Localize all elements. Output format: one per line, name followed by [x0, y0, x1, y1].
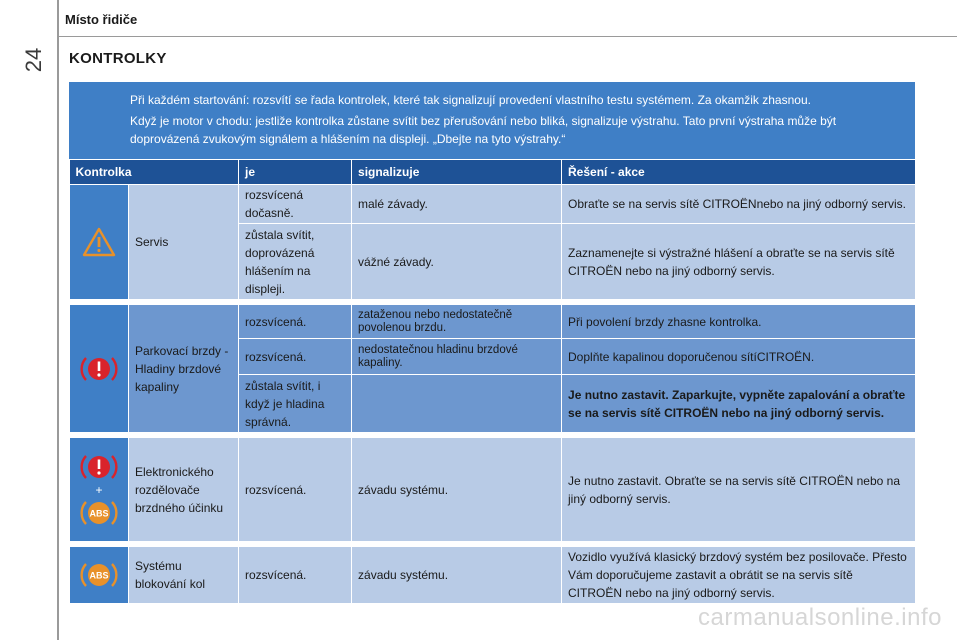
state-cell: rozsvícená dočasně.: [239, 185, 352, 224]
action-cell: Při povolení brzdy zhasne kontrolka.: [562, 305, 916, 339]
state-cell: rozsvícená.: [239, 438, 352, 542]
action-cell: Obraťte se na servis sítě CITROËNnebo na jiný odborný servis.: [562, 185, 916, 224]
intro-paragraph-2: Když je motor v chodu: jestliže kontrolka zůstane svítit bez přerušování nebo bliká, signalizuje výstrahu. Tato první výstraha může být doprovázená zvukovým signálem a hlášením na displeji. „Dbejte na tyto výstrahy.“: [130, 114, 837, 146]
table-header-row: [70, 160, 916, 185]
column-header: Řešení - akce: [562, 160, 916, 185]
state-cell: zůstala svítit, doprovázená hlášením na displeji.: [239, 224, 352, 300]
state-cell: zůstala svítit, i když je hladina správná.: [239, 375, 352, 433]
abs-label: ABS: [89, 508, 109, 518]
icon-cell: [70, 547, 129, 604]
brake-warning-icon: [79, 451, 119, 483]
abs-icon: [79, 559, 119, 591]
signal-cell: závadu systému.: [352, 547, 562, 604]
signal-cell: nedostatečnou hladinu brzdové kapaliny.: [352, 339, 562, 375]
state-cell: rozsvícená.: [239, 305, 352, 339]
intro-paragraph-1: Při každém startování: rozsvítí se řada kontrolek, které tak signalizují provedení vlastního testu systémem. Za okamžik zhasnou.: [130, 93, 811, 107]
brake-warning-icon: [79, 353, 119, 385]
abs-icon: [79, 497, 119, 529]
icon-cell: [70, 438, 129, 542]
header-rule: [57, 36, 957, 37]
plus-sign: +: [95, 482, 103, 497]
light-name: Servis: [129, 185, 239, 300]
icon-cell: [70, 185, 129, 300]
signal-cell: [352, 375, 562, 433]
abs-label: ABS: [89, 570, 109, 581]
left-margin-rule: [57, 0, 59, 640]
watermark: carmanualsonline.info: [698, 604, 942, 631]
warning-lights-table: [69, 160, 916, 604]
running-header: Místo řidiče: [65, 12, 138, 27]
action-cell: Je nutno zastavit. Zaparkujte, vypněte zapalování a obraťte se na servis sítě CITROËN nebo na jiný odborný servis.: [562, 375, 916, 433]
table-row: [70, 185, 916, 224]
light-name: Parkovací brzdy - Hladiny brzdové kapaliny: [129, 305, 239, 433]
light-name: Systému blokování kol: [129, 547, 239, 604]
column-header: signalizuje: [352, 160, 562, 185]
page-number: 24: [21, 47, 46, 73]
light-name: Elektronického rozdělovače brzdného účinku: [129, 438, 239, 542]
signal-cell: malé závady.: [352, 185, 562, 224]
action-cell: Doplňte kapalinou doporučenou sítíCITROËN.: [562, 339, 916, 375]
column-header: je: [239, 160, 352, 185]
signal-cell: vážné závady.: [352, 224, 562, 300]
table-row: [70, 305, 916, 339]
section-title: KONTROLKY: [69, 50, 167, 67]
action-cell: Vozidlo využívá klasický brzdový systém bez posilovače. Přesto Vám doporučujeme zastavit a obrátit se na servis sítě CITROËN nebo na jiný odborný servis.: [562, 547, 916, 604]
icon-cell: [70, 305, 129, 433]
signal-cell: závadu systému.: [352, 438, 562, 542]
table-row: [70, 547, 916, 604]
column-header: Kontrolka: [70, 160, 239, 185]
action-cell: Zaznamenejte si výstražné hlášení a obraťte se na servis sítě CITROËN nebo na jiný odborný servis.: [562, 224, 916, 300]
warning-triangle-icon: [82, 226, 116, 258]
signal-cell: zataženou nebo nedostatečně povolenou brzdu.: [352, 305, 562, 339]
table-row: [70, 438, 916, 542]
state-cell: rozsvícená.: [239, 547, 352, 604]
action-cell: Je nutno zastavit. Obraťte se na servis sítě CITROËN nebo na jiný odborný servis.: [562, 438, 916, 542]
intro-box: [69, 82, 915, 159]
state-cell: rozsvícená.: [239, 339, 352, 375]
